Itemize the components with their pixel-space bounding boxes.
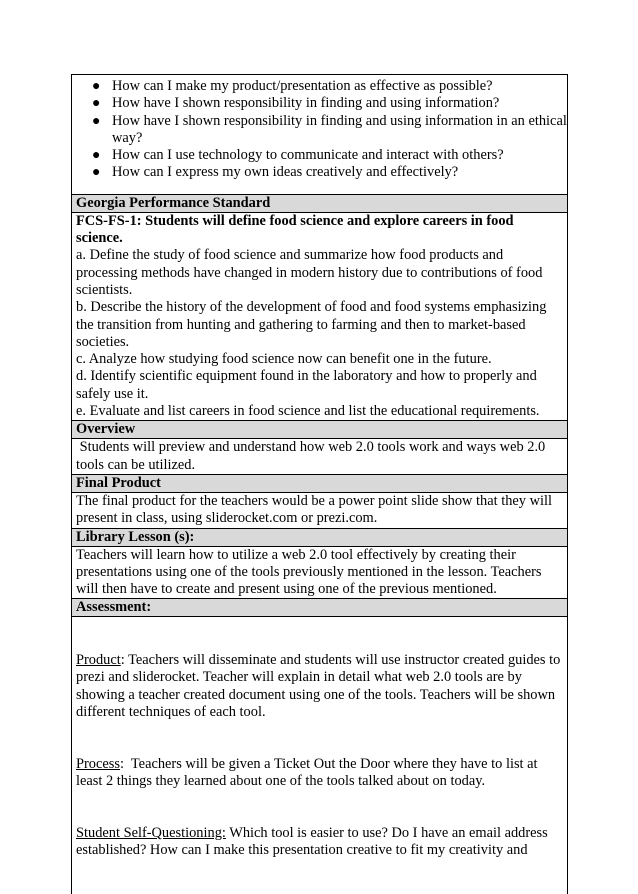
library-lesson-text: Teachers will learn how to utilize a web 2.0 tool effectively by creating their presentations using one of the tools previously mentioned in the lesson. Teachers will then have to create and present using one of the previous mentioned. bbox=[76, 546, 542, 598]
self-questioning-label: Student Self-Questioning: bbox=[76, 824, 226, 841]
standard-item-b: b. Describe the history of the development of food and food systems emphasizing the transition from hunting and gathering to farming and then to market-based societies. bbox=[76, 299, 547, 350]
standard-row bbox=[72, 195, 567, 422]
bullet-icon: ● bbox=[92, 79, 101, 94]
final-product-text: The final product for the teachers would be a power point slide show that they will present in class, using sliderocket.com or prezi.com. bbox=[76, 492, 552, 527]
overview-row bbox=[72, 421, 567, 475]
list-item: ● How have I shown responsibility in finding and using information in an ethical way? bbox=[92, 112, 567, 146]
bullet-icon: ● bbox=[92, 113, 101, 129]
self-questioning-text: Which tool is easier to use? Do I have an email address established? How can I make this presentation creative to fit my creativity and bbox=[76, 824, 552, 859]
standard-item-a: a. Define the study of food science and summarize how food products and processing methods have changed in modern history due to contributions of food scientists. bbox=[76, 247, 543, 298]
bullet-icon: ● bbox=[92, 96, 101, 112]
assessment-row bbox=[72, 599, 567, 894]
product-text: : Teachers will disseminate and students will use instructor created guides to prezi and sliderocket. Teacher will explain in detail what web 2.0 tools are by showing a teacher created document using one of the tools. Teachers will be shown different techniques of each tool. bbox=[76, 652, 564, 720]
list-item: ● How can I use technology to communicate and interact with others? bbox=[92, 147, 504, 164]
final-product-heading: Final Product bbox=[72, 475, 567, 493]
standard-title: FCS-FS-1: Students will define food science and explore careers in food science. bbox=[76, 212, 514, 247]
assessment-process bbox=[76, 756, 563, 791]
library-lesson-row bbox=[72, 529, 567, 600]
standard-item-e: e. Evaluate and list careers in food science and list the educational requirements. bbox=[76, 403, 540, 420]
process-label: Process bbox=[76, 755, 120, 772]
standard-item-c: c. Analyze how studying food science now can benefit one in the future. bbox=[76, 351, 492, 368]
process-text: : Teachers will be given a Ticket Out the Door where they have to list at least 2 things they learned about one of the tools talked about on today. bbox=[76, 755, 542, 790]
bullet-icon: ● bbox=[92, 165, 101, 181]
assessment-heading: Assessment: bbox=[72, 599, 567, 617]
overview-heading: Overview bbox=[72, 421, 567, 439]
product-label: Product bbox=[76, 652, 121, 669]
overview-text: Students will preview and understand how web 2.0 tools work and ways web 2.0 tools can be utilized. bbox=[76, 439, 549, 473]
standard-heading: Georgia Performance Standard bbox=[72, 195, 567, 213]
lesson-plan-table bbox=[71, 74, 568, 894]
list-item: ● How can I make my product/presentation as effective as possible? bbox=[92, 78, 493, 94]
standard-item-d: d. Identify scientific equipment found in the laboratory and how to properly and safely use it. bbox=[76, 368, 537, 402]
library-lesson-heading: Library Lesson (s): bbox=[72, 529, 567, 547]
assessment-self-questioning bbox=[76, 825, 563, 860]
assessment-product bbox=[76, 652, 563, 721]
final-product-row bbox=[72, 475, 567, 529]
list-item: ● How have I shown responsibility in finding and using information? bbox=[92, 95, 500, 112]
assessment-body bbox=[72, 617, 567, 894]
essential-questions-row bbox=[72, 75, 567, 195]
bullet-icon: ● bbox=[92, 148, 101, 164]
list-item: ● How can I express my own ideas creatively and effectively? bbox=[92, 164, 459, 181]
question-list bbox=[72, 75, 567, 194]
standard-body bbox=[72, 213, 567, 421]
